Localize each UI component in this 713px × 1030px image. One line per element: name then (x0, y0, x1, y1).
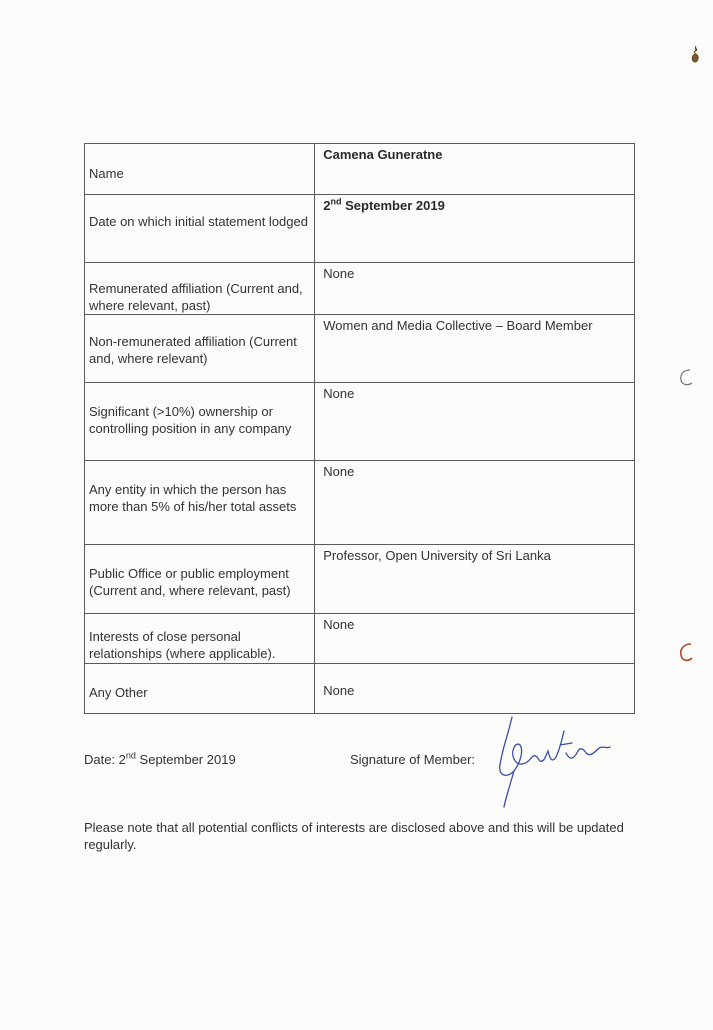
row-label: Remunerated affiliation (Current and, where relevant, past) (89, 281, 303, 313)
row-label-cell (85, 545, 315, 614)
row-value: None (323, 386, 355, 401)
row-label-cell (85, 614, 315, 664)
row-label: Name (89, 166, 124, 181)
table-row (85, 195, 635, 263)
row-value-cell (315, 614, 635, 664)
row-value: None (323, 617, 355, 632)
table-row (85, 614, 635, 664)
row-value: None (323, 683, 355, 698)
row-label-cell (85, 315, 315, 383)
row-label: Any entity in which the person has more than 5% of his/her total assets (89, 482, 297, 514)
row-value-cell (315, 545, 635, 614)
row-value: None (323, 266, 355, 281)
declaration-table (84, 143, 635, 714)
row-value: 2nd September 2019 (323, 196, 445, 213)
table-row (85, 263, 635, 315)
disclosure-note: Please note that all potential conflicts of interests are disclosed above and this will be updated regularly. (84, 820, 624, 852)
row-label: Date on which initial statement lodged (89, 214, 308, 229)
signature-label: Signature of Member: (350, 752, 476, 767)
row-label: Interests of close personal relationships (where applicable). (89, 629, 276, 661)
row-value-cell (315, 461, 635, 545)
ink-spot-mark (690, 44, 702, 66)
punch-hole-mark (676, 640, 696, 666)
table-row (85, 144, 635, 195)
row-value-cell (315, 144, 635, 195)
handwritten-signature (480, 705, 620, 810)
row-label-cell (85, 461, 315, 545)
table-row (85, 545, 635, 614)
row-label: Public Office or public employment (Current and, where relevant, past) (89, 566, 291, 598)
row-label-cell (85, 664, 315, 714)
row-value-cell (315, 263, 635, 315)
row-label: Any Other (89, 685, 148, 700)
row-label: Significant (>10%) ownership or controlling position in any company (89, 404, 292, 436)
row-value-cell (315, 195, 635, 263)
row-label-cell (85, 263, 315, 315)
row-label: Non-remunerated affiliation (Current and, where relevant) (89, 334, 297, 366)
row-value-cell (315, 383, 635, 461)
table-row (85, 315, 635, 383)
row-value: Professor, Open University of Sri Lanka (323, 548, 551, 563)
row-value-cell (315, 315, 635, 383)
row-label-cell (85, 383, 315, 461)
row-label-cell (85, 144, 315, 195)
table-row (85, 461, 635, 545)
row-value: None (323, 464, 355, 479)
table-row (85, 383, 635, 461)
row-value: Camena Guneratne (323, 147, 443, 162)
row-label-cell (85, 195, 315, 263)
declaration-date: Date: 2nd September 2019 (84, 750, 236, 767)
row-value: Women and Media Collective – Board Member (323, 318, 593, 333)
punch-hole-mark (676, 366, 696, 390)
